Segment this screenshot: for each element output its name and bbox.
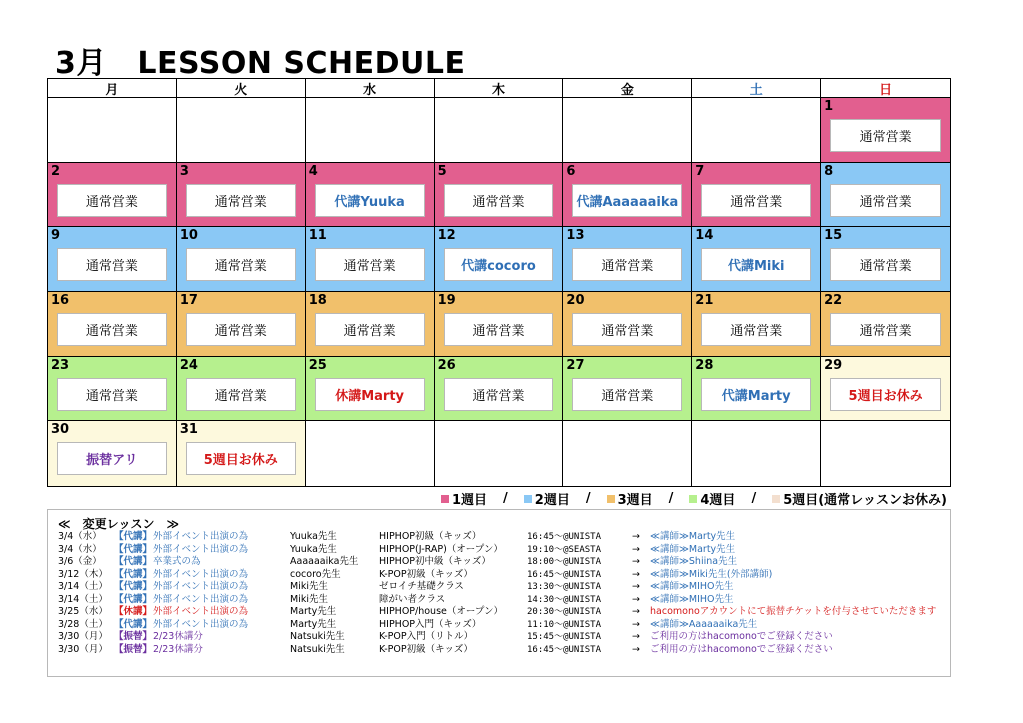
calendar-day-cell xyxy=(306,357,435,422)
day-status-label: 通常営業 xyxy=(444,313,554,346)
day-status-label: 通常営業 xyxy=(186,248,296,281)
day-number: 8 xyxy=(824,163,834,179)
day-status-label: 通常営業 xyxy=(57,378,167,411)
arrow-icon: → xyxy=(632,593,640,605)
day-number: 12 xyxy=(437,228,456,244)
change-teacher: Aaaaaaika先生 xyxy=(290,556,359,567)
change-type: 【振替】 xyxy=(114,643,153,655)
calendar-day-cell xyxy=(821,163,950,228)
legend-swatch xyxy=(772,495,780,503)
change-reason: 2/23休講分 xyxy=(153,643,203,655)
change-time: 19:10～@SEASTA xyxy=(527,544,602,555)
change-type: 【代講】 xyxy=(114,593,153,605)
change-date: 3/4（水） xyxy=(58,543,102,555)
calendar-day-cell xyxy=(48,98,177,163)
change-type: 【代講】 xyxy=(114,568,153,580)
legend-item xyxy=(441,489,487,508)
day-status-label: 5週目お休み xyxy=(830,378,941,411)
day-status-label: 通常営業 xyxy=(701,313,811,346)
change-teacher: Natsuki先生 xyxy=(290,631,345,642)
change-row xyxy=(58,644,946,657)
calendar-day-cell xyxy=(821,357,950,422)
change-note: ≪講師≫Aaaaaaika先生 xyxy=(650,618,758,630)
day-number: 4 xyxy=(308,163,318,179)
change-note: ご利用の方はhacomonoでご登録ください xyxy=(650,643,833,655)
change-reason: 外部イベント出演の為 xyxy=(153,606,249,617)
change-date: 3/30（月） xyxy=(58,643,108,655)
change-date: 3/14（土） xyxy=(58,581,108,592)
calendar-day-cell xyxy=(435,357,564,422)
change-type: 【代講】 xyxy=(114,556,153,567)
legend-separator: / xyxy=(668,491,674,506)
change-class: ゼロイチ基礎クラス xyxy=(379,581,464,592)
calendar-day-cell xyxy=(435,98,564,163)
change-note: ご利用の方はhacomonoでご登録ください xyxy=(650,631,833,642)
weekday-header: 金 xyxy=(563,79,692,98)
day-status-label: 通常営業 xyxy=(444,378,554,411)
legend-label: 2週目 xyxy=(534,493,570,508)
day-number: 26 xyxy=(437,357,456,373)
calendar-day-cell xyxy=(692,98,821,163)
calendar-day-cell xyxy=(435,163,564,228)
day-number: 19 xyxy=(437,292,456,308)
day-status-label: 通常営業 xyxy=(830,119,941,152)
day-number: 3 xyxy=(179,163,189,179)
day-number: 7 xyxy=(695,163,705,179)
change-row xyxy=(58,594,946,607)
change-date: 3/28（土） xyxy=(58,618,108,630)
change-time: 20:30～@UNISTA xyxy=(527,607,602,617)
change-date: 3/12（木） xyxy=(58,568,108,580)
day-number: 27 xyxy=(566,357,585,373)
change-row xyxy=(58,544,946,557)
change-type: 【代講】 xyxy=(114,581,153,592)
change-teacher: Marty先生 xyxy=(290,618,337,630)
change-teacher: cocoro先生 xyxy=(290,568,341,580)
calendar-day-cell xyxy=(692,357,821,422)
legend-item xyxy=(607,489,653,508)
change-teacher: Natsuki先生 xyxy=(290,643,345,655)
change-time: 16:45～@UNISTA xyxy=(527,532,602,542)
change-row xyxy=(58,531,946,544)
calendar-day-cell xyxy=(821,98,950,163)
legend-separator: / xyxy=(751,491,757,506)
day-number: 6 xyxy=(566,163,576,179)
day-number: 31 xyxy=(179,422,198,438)
calendar-day-cell xyxy=(563,227,692,292)
calendar-day-cell xyxy=(563,357,692,422)
calendar-day-cell xyxy=(177,421,306,486)
change-time: 16:45～@UNISTA xyxy=(527,644,602,655)
arrow-icon: → xyxy=(632,568,640,580)
day-number: 9 xyxy=(51,228,61,244)
weekday-header: 火 xyxy=(177,79,306,98)
calendar-day-cell xyxy=(563,98,692,163)
change-time: 16:45～@UNISTA xyxy=(527,569,602,580)
legend-label: 3週目 xyxy=(617,493,653,508)
calendar-day-cell xyxy=(563,421,692,486)
calendar-day-cell xyxy=(177,227,306,292)
day-number: 18 xyxy=(308,292,327,308)
change-note: ≪講師≫Marty先生 xyxy=(650,543,736,555)
day-status-label: 振替アリ xyxy=(57,442,167,475)
arrow-icon: → xyxy=(632,581,640,592)
day-number: 24 xyxy=(179,357,198,373)
day-number: 30 xyxy=(51,422,70,438)
change-reason: 外部イベント出演の為 xyxy=(153,593,249,605)
day-status-label: 通常営業 xyxy=(57,248,167,281)
day-status-label: 通常営業 xyxy=(572,248,682,281)
day-number: 29 xyxy=(824,357,843,373)
day-status-label: 通常営業 xyxy=(701,184,811,217)
day-number: 1 xyxy=(824,99,834,114)
calendar-day-cell xyxy=(692,421,821,486)
day-number: 5 xyxy=(437,163,447,179)
legend-item xyxy=(772,489,947,508)
change-note: hacomonoアカウントにて振替チケットを付与させていただきます xyxy=(650,606,937,617)
change-teacher: Yuuka先生 xyxy=(290,543,337,555)
day-status-label: 通常営業 xyxy=(444,184,554,217)
arrow-icon: → xyxy=(632,618,640,630)
day-status-label: 休講Marty xyxy=(315,378,425,411)
calendar-day-cell xyxy=(306,292,435,357)
change-reason: 外部イベント出演の為 xyxy=(153,618,249,630)
week-legend xyxy=(441,489,947,508)
change-teacher: Miki先生 xyxy=(290,581,328,592)
change-date: 3/14（土） xyxy=(58,593,108,605)
arrow-icon: → xyxy=(632,531,640,542)
change-note: ≪講師≫MIHO先生 xyxy=(650,581,734,592)
change-reason: 外部イベント出演の為 xyxy=(153,531,249,542)
lesson-changes-panel xyxy=(47,509,951,677)
day-number: 10 xyxy=(179,228,198,244)
calendar-day-cell xyxy=(435,292,564,357)
calendar-day-cell xyxy=(48,421,177,486)
changes-list xyxy=(58,531,946,656)
calendar-day-cell xyxy=(177,292,306,357)
calendar-day-cell xyxy=(177,98,306,163)
arrow-icon: → xyxy=(632,643,640,655)
legend-label: 1週目 xyxy=(452,493,488,508)
change-time: 15:45～@UNISTA xyxy=(527,632,602,642)
change-row xyxy=(58,606,946,619)
day-status-label: 通常営業 xyxy=(572,378,682,411)
calendar-day-cell xyxy=(692,227,821,292)
change-row xyxy=(58,619,946,632)
legend-label: 5週目(通常レッスンお休み) xyxy=(783,493,947,508)
calendar-day-cell xyxy=(306,98,435,163)
change-teacher: Yuuka先生 xyxy=(290,531,337,542)
arrow-icon: → xyxy=(632,543,640,555)
legend-label: 4週目 xyxy=(700,493,736,508)
calendar-day-cell xyxy=(177,357,306,422)
day-status-label: 代講Miki xyxy=(701,248,811,281)
day-number: 15 xyxy=(824,228,843,244)
calendar-day-cell xyxy=(306,163,435,228)
change-teacher: Marty先生 xyxy=(290,606,337,617)
change-row xyxy=(58,631,946,644)
day-number: 28 xyxy=(695,357,714,373)
change-class: K-POP初級（キッズ） xyxy=(379,568,473,580)
calendar-day-cell xyxy=(48,227,177,292)
change-type: 【振替】 xyxy=(114,631,153,642)
day-number: 22 xyxy=(824,292,843,308)
change-reason: 2/23休講分 xyxy=(153,631,203,642)
day-number: 23 xyxy=(51,357,70,373)
change-date: 3/6（金） xyxy=(58,556,102,567)
change-note: ≪講師≫MIHO先生 xyxy=(650,593,734,605)
calendar-day-cell xyxy=(692,163,821,228)
weekday-header: 土 xyxy=(692,79,821,98)
change-time: 18:00～@UNISTA xyxy=(527,557,602,567)
day-number: 16 xyxy=(51,292,70,308)
change-reason: 外部イベント出演の為 xyxy=(153,568,249,580)
day-number: 11 xyxy=(308,228,327,244)
calendar-day-cell xyxy=(563,163,692,228)
weekday-header: 木 xyxy=(435,79,564,98)
day-status-label: 通常営業 xyxy=(57,313,167,346)
calendar-day-cell xyxy=(692,292,821,357)
legend-separator: / xyxy=(503,491,508,506)
day-status-label: 通常営業 xyxy=(57,184,167,217)
calendar-day-cell xyxy=(48,163,177,228)
day-status-label: 通常営業 xyxy=(186,184,296,217)
day-status-label: 通常営業 xyxy=(830,248,941,281)
day-status-label: 通常営業 xyxy=(572,313,682,346)
day-status-label: 通常営業 xyxy=(830,184,941,217)
change-note: ≪講師≫Marty先生 xyxy=(650,531,736,542)
change-note: ≪講師≫Miki先生(外部講師) xyxy=(650,568,773,580)
day-status-label: 5週目お休み xyxy=(186,442,296,475)
change-type: 【代講】 xyxy=(114,531,153,542)
day-status-label: 通常営業 xyxy=(186,313,296,346)
change-date: 3/25（水） xyxy=(58,606,108,617)
change-class: 障がい者クラス xyxy=(379,593,446,605)
day-number: 2 xyxy=(51,163,61,179)
legend-separator: / xyxy=(585,491,591,506)
day-status-label: 通常営業 xyxy=(315,313,425,346)
change-type: 【代講】 xyxy=(114,543,153,555)
change-note: ≪講師≫Shiina先生 xyxy=(650,556,738,567)
legend-swatch xyxy=(689,495,697,503)
change-time: 13:30～@UNISTA xyxy=(527,582,602,592)
day-status-label: 代講Yuuka xyxy=(315,184,425,217)
legend-swatch xyxy=(441,495,449,503)
calendar-day-cell xyxy=(48,357,177,422)
change-class: HIPHOP入門（キッズ） xyxy=(379,618,482,630)
day-status-label: 通常営業 xyxy=(315,248,425,281)
changes-title: ≪ 変更レッスン ≫ xyxy=(58,517,180,531)
day-status-label: 代講cocoro xyxy=(444,248,554,281)
change-reason: 外部イベント出演の為 xyxy=(153,543,249,555)
change-class: K-POP初級（キッズ） xyxy=(379,643,473,655)
weekday-header: 水 xyxy=(306,79,435,98)
calendar-day-cell xyxy=(821,292,950,357)
calendar-day-cell xyxy=(821,421,950,486)
change-time: 14:30～@UNISTA xyxy=(527,594,602,605)
change-type: 【休講】 xyxy=(114,606,153,617)
change-row xyxy=(58,569,946,582)
day-number: 20 xyxy=(566,292,585,308)
weekday-header: 日 xyxy=(821,79,950,98)
day-status-label: 通常営業 xyxy=(830,313,941,346)
change-class: HIPHOP初中級（キッズ） xyxy=(379,556,491,567)
change-class: HIPHOP初級（キッズ） xyxy=(379,531,482,542)
change-class: HIPHOP/house（オープン） xyxy=(379,606,504,617)
day-status-label: 代講Marty xyxy=(701,378,811,411)
change-teacher: Miki先生 xyxy=(290,593,328,605)
change-row xyxy=(58,581,946,594)
day-number: 14 xyxy=(695,228,714,244)
calendar-grid xyxy=(47,78,951,487)
calendar-day-cell xyxy=(821,227,950,292)
arrow-icon: → xyxy=(632,631,640,642)
page-title: 3月 LESSON SCHEDULE xyxy=(55,46,466,81)
day-number: 21 xyxy=(695,292,714,308)
calendar-day-cell xyxy=(48,292,177,357)
change-class: HIPHOP(J-RAP)（オープン） xyxy=(379,543,503,555)
legend-item xyxy=(524,489,570,508)
arrow-icon: → xyxy=(632,606,640,617)
day-status-label: 通常営業 xyxy=(186,378,296,411)
weekday-header: 月 xyxy=(48,79,177,98)
day-status-label: 代講Aaaaaaika xyxy=(572,184,682,217)
change-date: 3/30（月） xyxy=(58,631,108,642)
change-row xyxy=(58,556,946,569)
change-reason: 外部イベント出演の為 xyxy=(153,581,249,592)
day-number: 17 xyxy=(179,292,198,308)
calendar-day-cell xyxy=(177,163,306,228)
calendar-day-cell xyxy=(435,421,564,486)
legend-item xyxy=(689,489,735,508)
day-number: 25 xyxy=(308,357,327,373)
calendar-day-cell xyxy=(435,227,564,292)
arrow-icon: → xyxy=(632,556,640,567)
legend-swatch xyxy=(524,495,532,503)
day-number: 13 xyxy=(566,228,585,244)
calendar-day-cell xyxy=(306,227,435,292)
change-time: 11:10～@UNISTA xyxy=(527,619,602,630)
change-reason: 卒業式の為 xyxy=(153,556,201,567)
calendar-day-cell xyxy=(306,421,435,486)
calendar-day-cell xyxy=(563,292,692,357)
legend-swatch xyxy=(607,495,615,503)
change-class: K-POP入門（リトル） xyxy=(379,631,474,642)
change-type: 【代講】 xyxy=(114,618,153,630)
change-date: 3/4（水） xyxy=(58,531,102,542)
